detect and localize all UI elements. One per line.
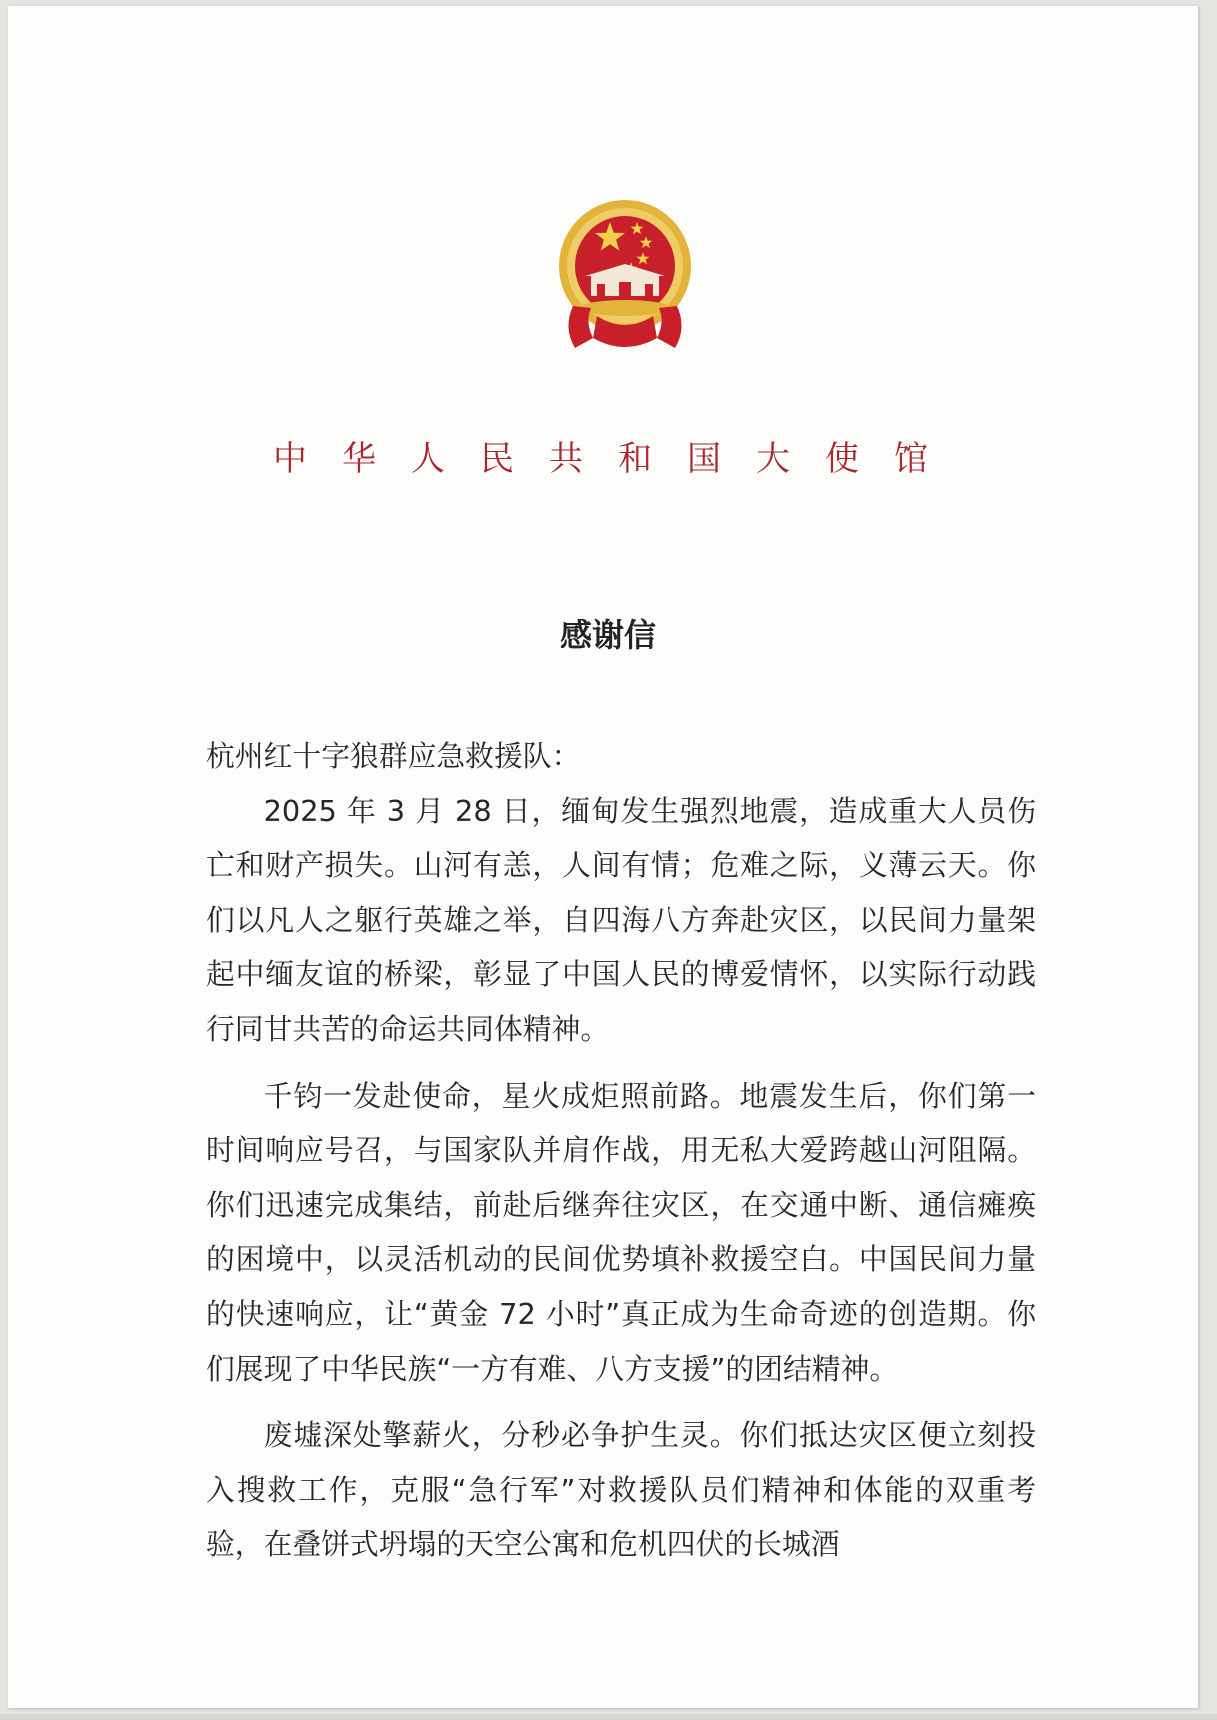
embassy-header: 中华人民共和国大使馆: [273, 439, 963, 479]
letter-page: [8, 6, 1198, 1708]
letter-salutation: 杭州红十字狼群应急救援队：: [206, 739, 581, 773]
letter-paragraph: 千钧一发赴使命，星火成炬照前路。地震发生后，你们第一时间响应号召，与国家队并肩作战，用无私大爱跨越山河阻隔。你们迅速完成集结，前赴后继奔往灾区，在交通中断、通信瘫痪的困境中，以灵活机动的民间优势填补救援空白。中国民间力量的快速响应，让“黄金 72 小时”真正成为生命奇迹的创造期。你们展现了中华民族“一方有难、八方支援”的团结精神。: [206, 1078, 1036, 1386]
letter-paragraph: 2025 年 3 月 28 日，缅甸发生强烈地震，造成重大人员伤亡和财产损失。山河有恙，人间有情；危难之际，义薄云天。你们以凡人之躯行英雄之举，自四海八方奔赴灾区，以民间力量架起中缅友谊的桥梁，彰显了中国人民的博爱情怀，以实际行动践行同甘共苦的命运共同体精神。: [206, 793, 1036, 1046]
letter-body: [206, 729, 1036, 1584]
national-emblem-icon: [545, 188, 705, 360]
letter-paragraph: 废墟深处擎薪火，分秒必争护生灵。你们抵达灾区便立刻投入搜救工作，克服“急行军”对救援队员们精神和体能的双重考验，在叠饼式坍塌的天空公寓和危机四伏的长城酒: [206, 1418, 1036, 1562]
page-edge: [0, 1714, 1217, 1720]
letter-title: 感谢信: [559, 616, 656, 654]
